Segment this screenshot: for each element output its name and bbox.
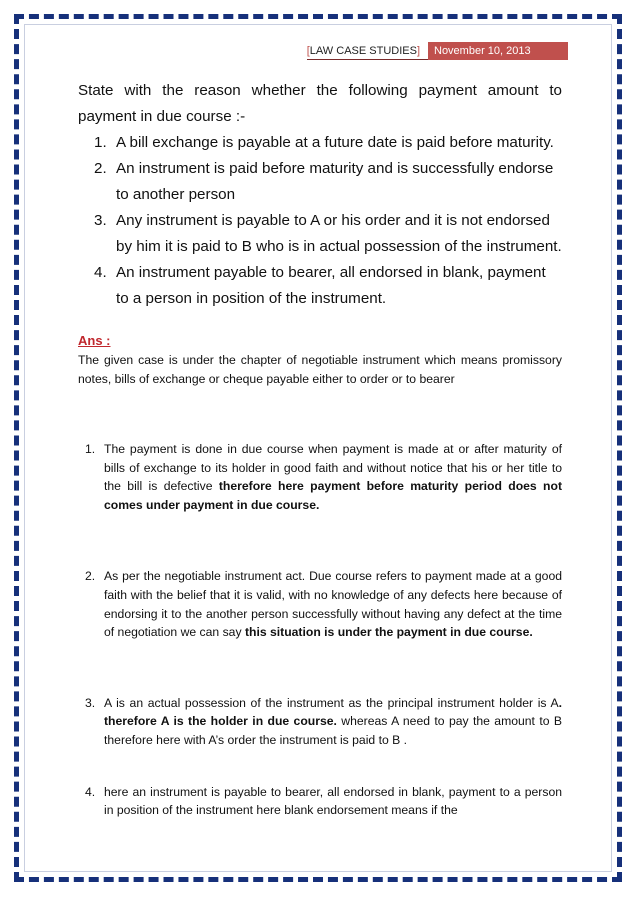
answer-text: here an instrument is payable to bearer, all endorsed in blank, payment to a person in position of the instrument here blank endorsement means if the	[104, 784, 562, 818]
list-number: 4.	[85, 784, 96, 799]
question-item	[78, 260, 562, 312]
answer-intro: The given case is under the chapter of negotiable instrument which means promissory notes, bills of exchange or cheque payable either to order or to bearer	[78, 353, 562, 386]
question-item	[78, 156, 562, 208]
list-number: 4.	[94, 264, 107, 281]
list-number: 2.	[94, 160, 107, 177]
answer-text: A is an actual possession of the instrument as the principal instrument holder is A	[104, 695, 559, 710]
question-text: An instrument payable to bearer, all endorsed in blank, payment to a person in position of the instrument.	[116, 264, 546, 307]
answer-text: The payment is done in due course when payment is made at or after maturity of bills of exchange to its holder in good faith and without notice that his or her title to the bill is defective	[104, 442, 562, 494]
answer-item	[78, 783, 562, 820]
header-bracket-open: [	[306, 45, 310, 57]
question-intro: State with the reason whether the following payment amount to payment in due course :-	[78, 82, 562, 125]
page-header	[307, 42, 568, 60]
question-item	[78, 208, 562, 260]
answer-heading: Ans :	[78, 333, 111, 348]
answer-bold-text: this situation is under the payment in due course.	[244, 625, 533, 640]
answer-item	[78, 694, 562, 750]
question-text: An instrument is paid before maturity and is successfully endorse to another person	[116, 160, 554, 203]
list-number: 1.	[85, 442, 96, 456]
header-date: November 10, 2013	[428, 42, 568, 60]
answer-text-after: whereas A need to pay the amount to B therefore here with A’s order the instrument is paid to B .	[104, 714, 562, 747]
question-list	[78, 130, 562, 312]
list-number: 3.	[85, 695, 96, 710]
answer-bold-text: therefore here payment before maturity period does not comes under payment in due course.	[104, 479, 562, 512]
header-title	[307, 42, 428, 60]
header-bracket-close: ]	[416, 45, 420, 57]
list-number: 3.	[94, 212, 107, 229]
answer-bold-text: . therefore A is the holder in due course.	[104, 695, 562, 729]
answer-item	[78, 567, 562, 641]
answer-text: As per the negotiable instrument act. Due course refers to payment made at a good faith with the belief that it is valid, with no knowledge of any defects here because of endorsing it to the another person successfully without having any defect at the time of negotiation we can say	[104, 569, 562, 640]
question-item	[78, 130, 562, 156]
question-text: Any instrument is payable to A or his order and it is not endorsed by him it is paid to B who is in actual possession of the instrument.	[116, 212, 562, 255]
header-title-text: LAW CASE STUDIES	[309, 45, 417, 57]
question-text: A bill exchange is payable at a future date is paid before maturity.	[116, 134, 554, 151]
list-number: 2.	[85, 569, 96, 584]
page-content	[78, 78, 562, 820]
answer-list	[78, 440, 562, 820]
list-number: 1.	[94, 134, 107, 151]
answer-item	[78, 440, 562, 514]
